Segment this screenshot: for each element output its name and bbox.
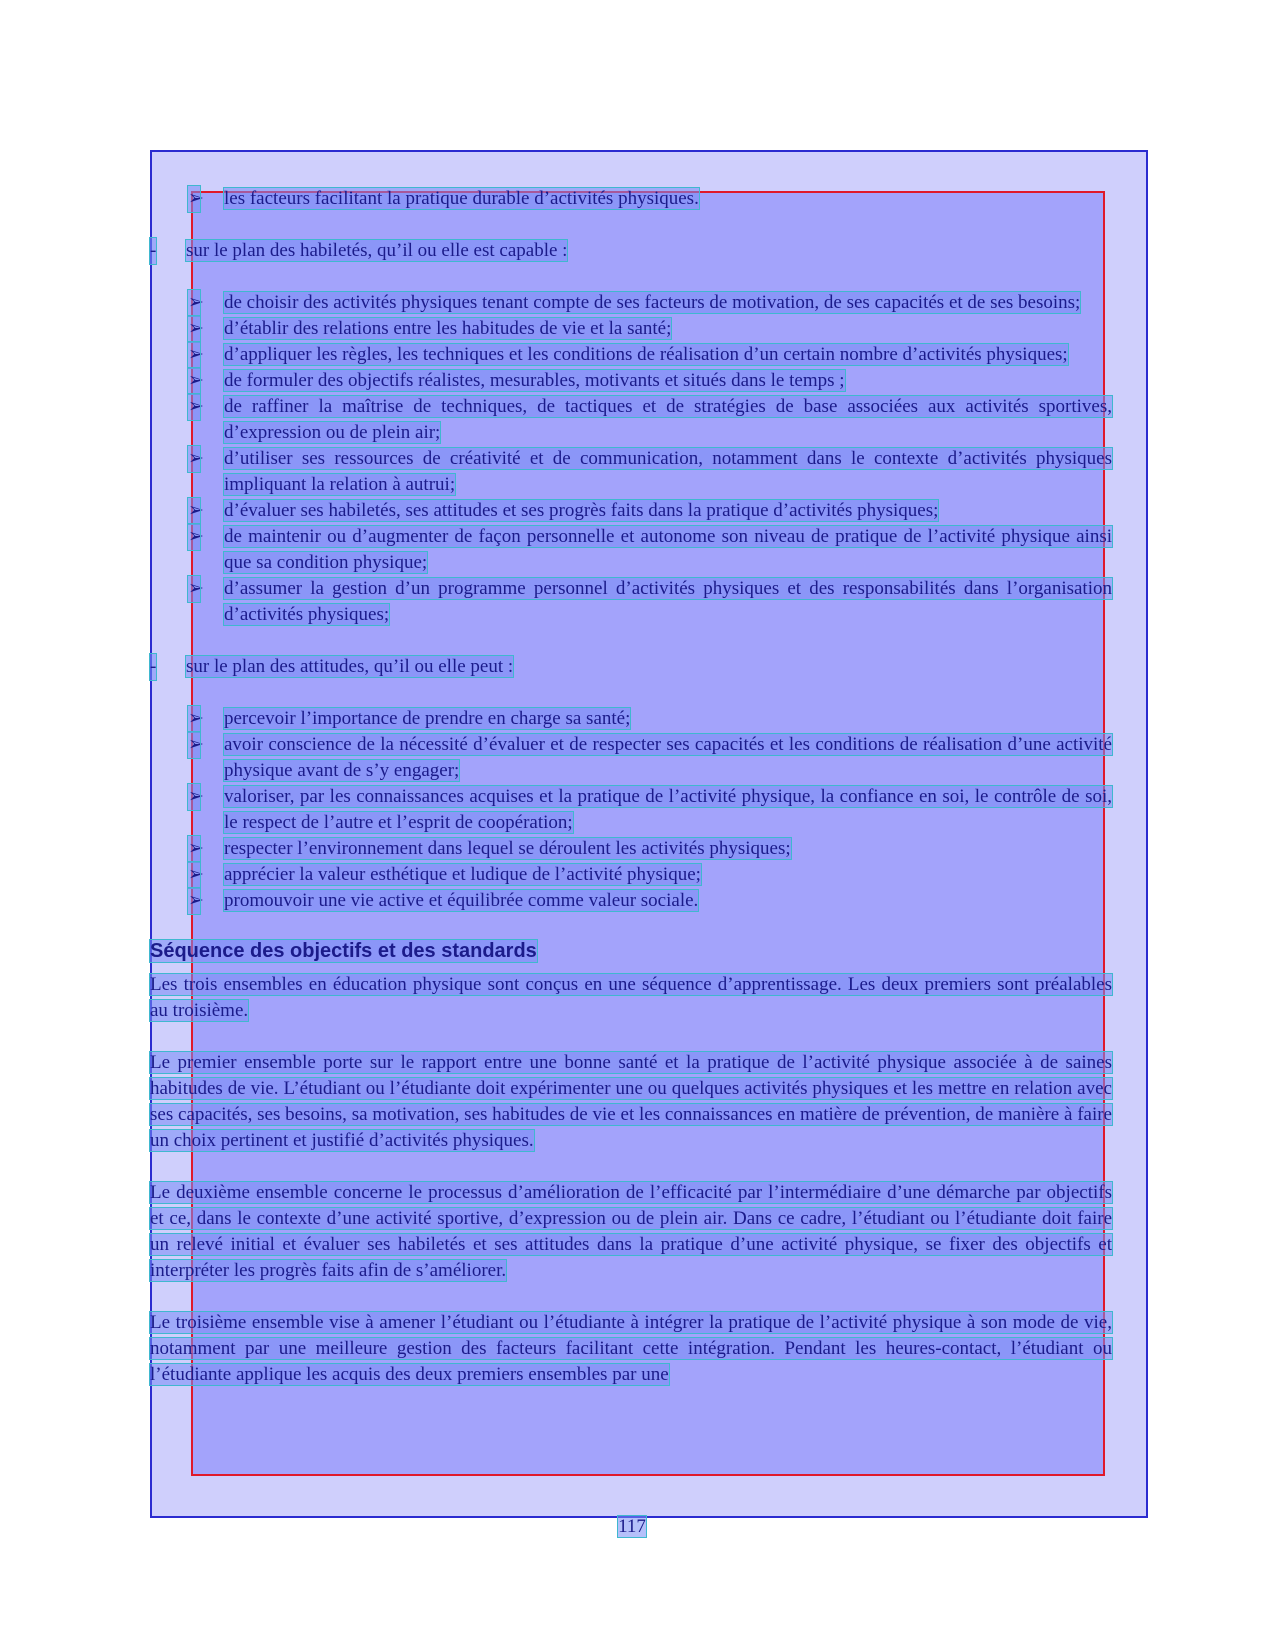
bullet-arrow-icon: ➢	[188, 784, 200, 810]
attitudes-list	[150, 706, 1112, 914]
bullet-arrow-icon: ➢	[188, 316, 200, 342]
list-item	[150, 186, 1112, 212]
paragraph: Le troisième ensemble vise à amener l’étudiant ou l’étudiante à intégrer la pratique de l’activité physique à son mode de vie, notamment par une meilleure gestion des facteurs facilitant cette intégration. Pendant les heures-contact, l’étudiant ou l’étudiante applique les acquis des deux premiers ensembles par une	[150, 1312, 1112, 1385]
paragraph: Les trois ensembles en éducation physique sont conçus en une séquence d’apprentissage. Les deux premiers sont préalables au troisième.	[150, 974, 1112, 1021]
list-item: ➢ d’établir des relations entre les habitudes de vie et la santé;	[150, 316, 1112, 342]
list-item: ➢ d’évaluer ses habiletés, ses attitudes et ses progrès faits dans la pratique d’activités physiques;	[150, 498, 1112, 524]
document-content	[150, 186, 1112, 1388]
page-number: 117	[618, 1516, 646, 1537]
bullet-arrow-icon: ➢	[188, 446, 200, 472]
bullet-arrow-icon: ➢	[188, 862, 200, 888]
list-item: ➢ d’utiliser ses ressources de créativité et de communication, notamment dans le contexte d’activités physiques impliquant la relation à autrui;	[188, 448, 1112, 495]
bullet-arrow-icon: ➢	[188, 836, 200, 862]
bullet-arrow-icon: ➢	[188, 368, 200, 394]
list-item: ➢ de formuler des objectifs réalistes, mesurables, motivants et situés dans le temps ;	[150, 368, 1112, 394]
bullet-arrow-icon: ➢	[188, 576, 200, 602]
list-item: ➢ percevoir l’importance de prendre en charge sa santé;	[150, 706, 1112, 732]
list-item: ➢ de choisir des activités physiques tenant compte de ses facteurs de motivation, de ses capacités et de ses besoins;	[150, 290, 1112, 316]
bullet-arrow-icon: ➢	[188, 888, 200, 914]
bullet-arrow-icon: ➢	[188, 186, 200, 212]
paragraph: Le deuxième ensemble concerne le processus d’amélioration de l’efficacité par l’intermédiaire d’une démarche par objectifs et ce, dans le contexte d’une activité sportive, d’expression ou de plein air. Dans ce cadre, l’étudiant ou l’étudiante doit faire un relevé initial et évaluer ses habiletés et ses attitudes dans la pratique d’une activité physique, se fixer des objectifs et interpréter les progrès faits afin de s’améliorer.	[150, 1182, 1112, 1281]
bullet-arrow-icon: ➢	[188, 706, 200, 732]
habiletes-list	[150, 290, 1112, 628]
list-item-text: les facteurs facilitant la pratique durable d’activités physiques.	[224, 188, 699, 209]
top-bullet-list	[150, 186, 1112, 212]
list-item: ➢ d’assumer la gestion d’un programme personnel d’activités physiques et des responsabilités dans l’organisation d’activités physiques;	[188, 578, 1112, 625]
list-item: ➢ de raffiner la maîtrise de techniques, de tactiques et de stratégies de base associées aux activités sportives, d’expression ou de plein air;	[188, 396, 1112, 443]
bullet-arrow-icon: ➢	[188, 290, 200, 316]
section-heading: Séquence des objectifs et des standards	[150, 940, 537, 962]
list-item: ➢ valoriser, par les connaissances acquises et la pratique de l’activité physique, la confiance en soi, le contrôle de soi, le respect de l’autre et l’esprit de coopération;	[188, 786, 1112, 833]
list-item: ➢ promouvoir une vie active et équilibrée comme valeur sociale.	[150, 888, 1112, 914]
list-item: ➢ apprécier la valeur esthétique et ludique de l’activité physique;	[150, 862, 1112, 888]
bullet-arrow-icon: ➢	[188, 732, 200, 758]
paragraph: Le premier ensemble porte sur le rapport entre une bonne santé et la pratique de l’activité physique associée à de saines habitudes de vie. L’étudiant ou l’étudiante doit expérimenter une ou quelques activités physiques et les mettre en relation avec ses capacités, ses besoins, sa motivation, ses habitudes de vie et les connaissances en matière de prévention, de manière à faire un choix pertinent et justifié d’activités physiques.	[150, 1052, 1112, 1151]
list-item: ➢ respecter l’environnement dans lequel se déroulent les activités physiques;	[150, 836, 1112, 862]
bullet-arrow-icon: ➢	[188, 394, 200, 420]
list-item: ➢ d’appliquer les règles, les techniques et les conditions de réalisation d’un certain nombre d’activités physiques;	[150, 342, 1112, 368]
bullet-arrow-icon: ➢	[188, 342, 200, 368]
bullet-arrow-icon: ➢	[188, 524, 200, 550]
habiletes-intro: - sur le plan des habiletés, qu’il ou elle est capable :	[150, 238, 1112, 264]
list-item: ➢ de maintenir ou d’augmenter de façon personnelle et autonome son niveau de pratique de l’activité physique ainsi que sa condition physique;	[188, 526, 1112, 573]
list-item: ➢ avoir conscience de la nécessité d’évaluer et de respecter ses capacités et les conditions de réalisation d’une activité physique avant de s’y engager;	[188, 734, 1112, 781]
bullet-arrow-icon: ➢	[188, 498, 200, 524]
attitudes-intro: - sur le plan des attitudes, qu’il ou elle peut :	[150, 654, 1112, 680]
dash-icon: -	[150, 238, 156, 264]
dash-icon: -	[150, 654, 156, 680]
